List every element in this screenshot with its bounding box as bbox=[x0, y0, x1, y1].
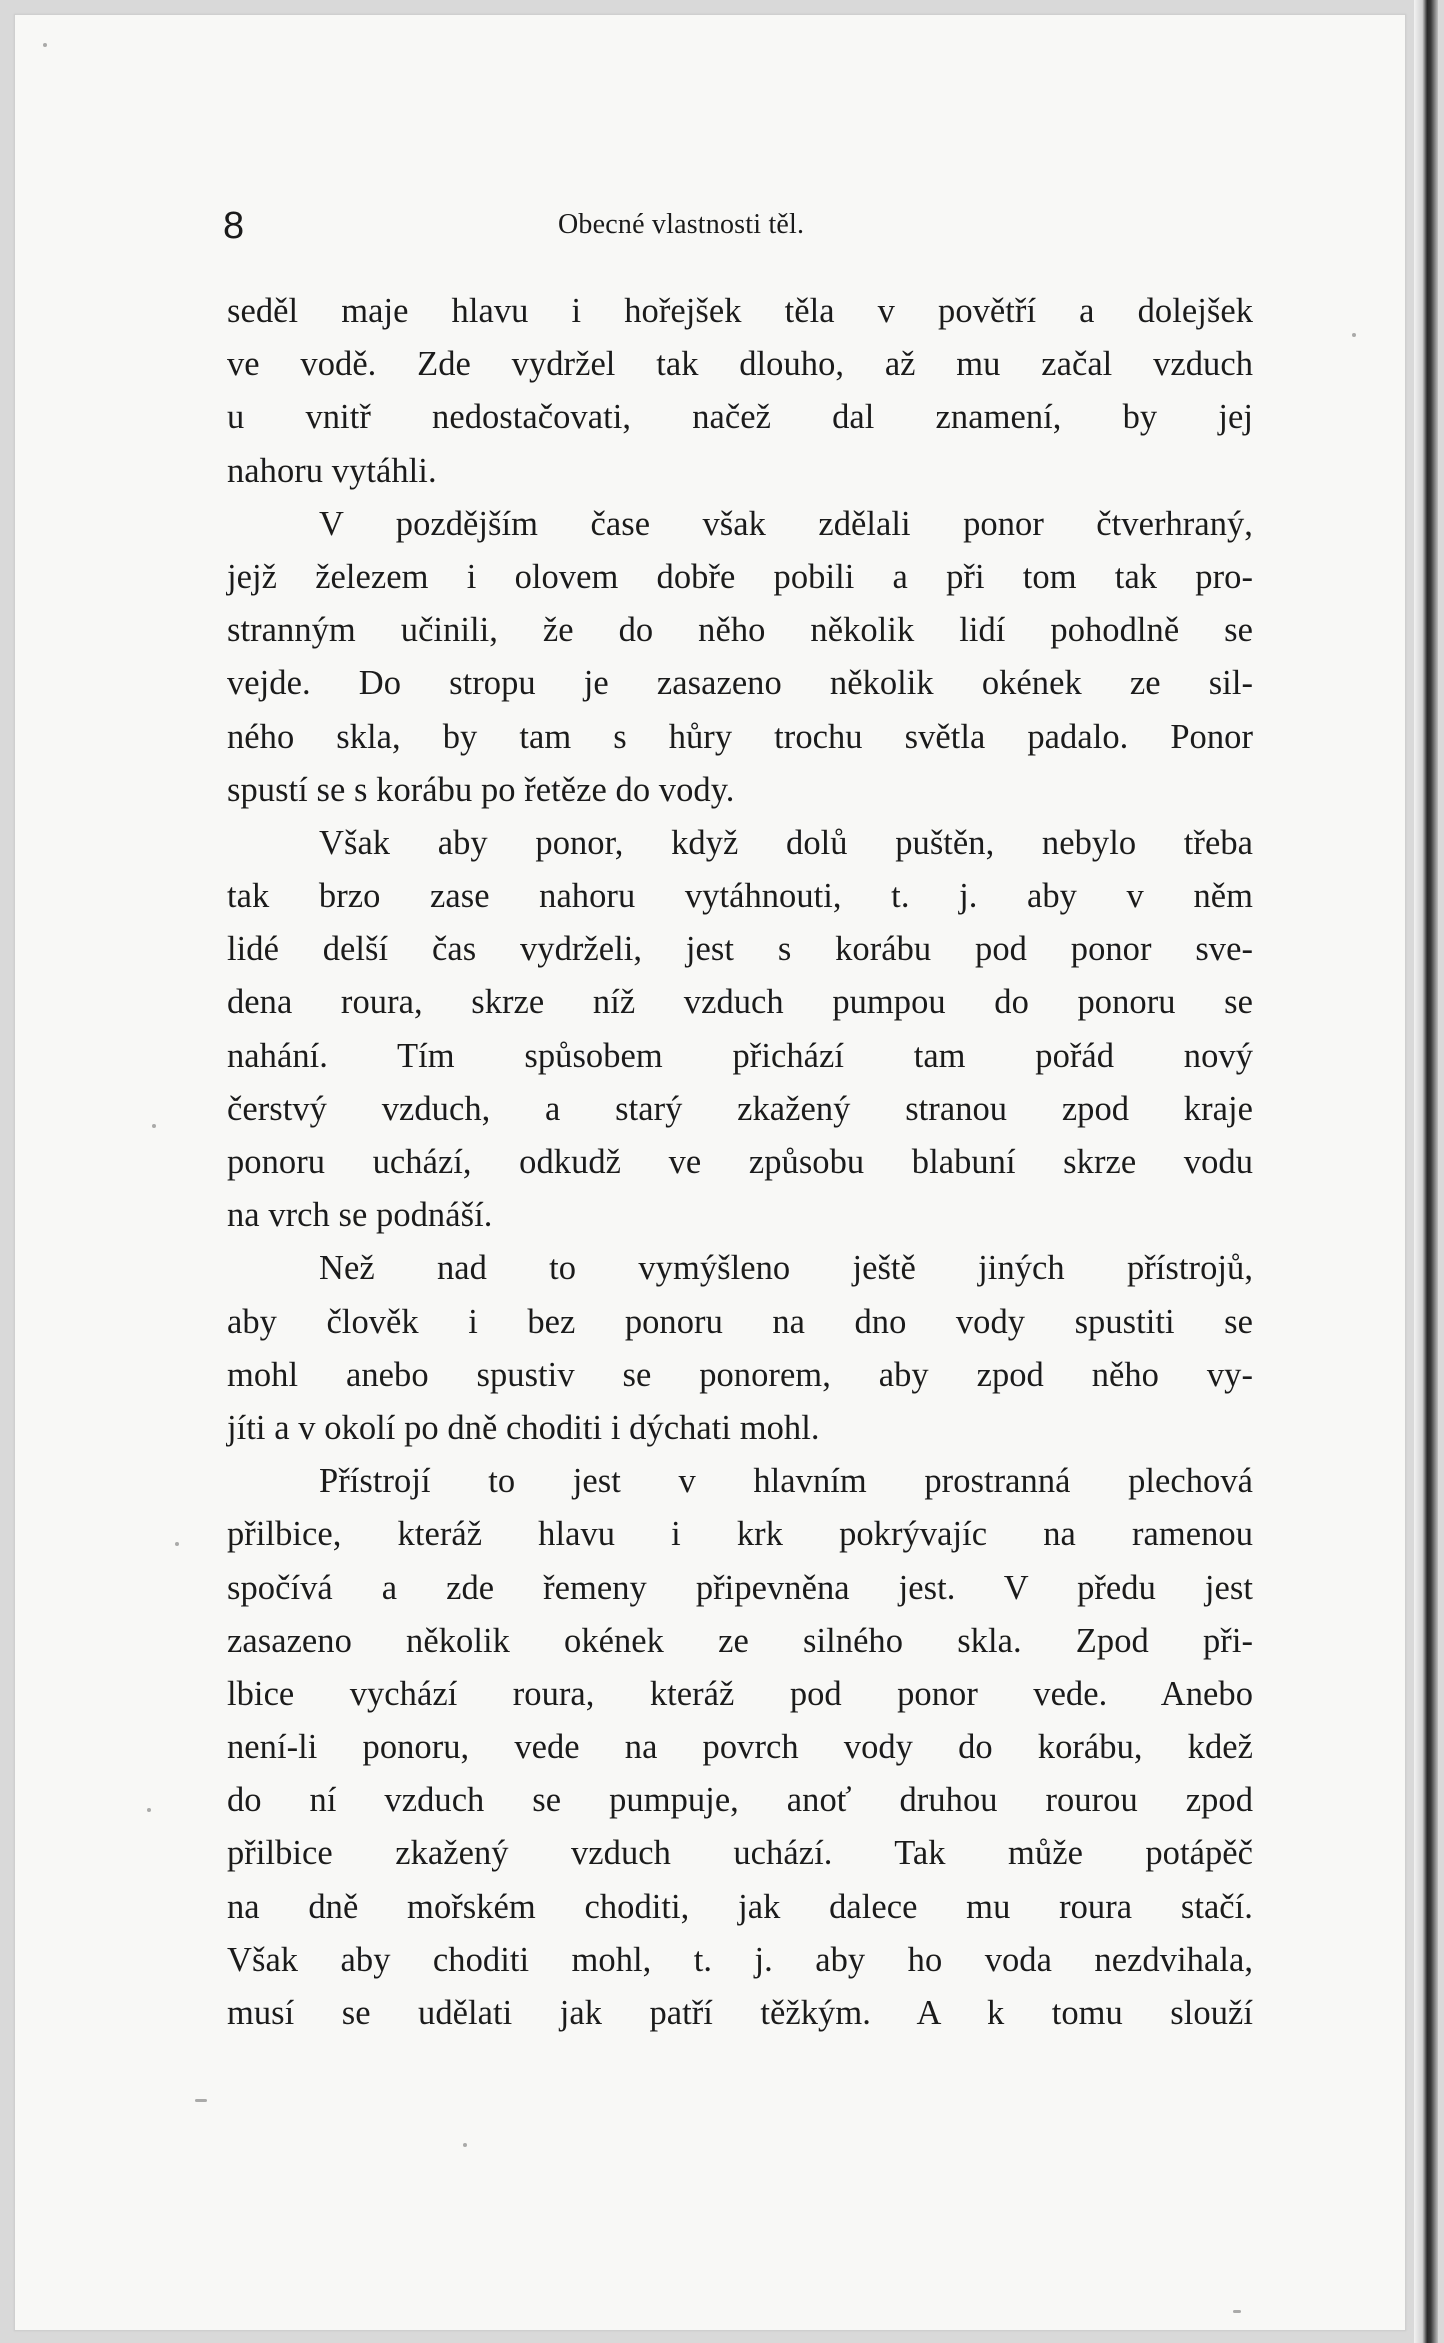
text-line: spustí se s korábu po řetěze do vody. bbox=[227, 770, 735, 809]
text-line: jíti a v okolí po dně choditi i dýchati mohl. bbox=[227, 1408, 820, 1447]
text-line: u vnitř nedostačovati, načež dal znamení, by jej bbox=[227, 398, 1253, 437]
text-line: aby člověk i bez ponoru na dno vody spustiti se bbox=[227, 1302, 1253, 1341]
binding-edge bbox=[1414, 0, 1438, 2343]
scan-speck bbox=[1352, 333, 1356, 337]
book-page bbox=[14, 14, 1406, 2331]
scan-speck bbox=[463, 2143, 467, 2147]
text-line: Přístrojí to jest v hlavním prostranná plechová bbox=[319, 1462, 1253, 1501]
scan-speck bbox=[152, 1124, 156, 1128]
scan-speck bbox=[1233, 2310, 1241, 2313]
text-line: lbice vychází roura, kteráž pod ponor vede. Anebo bbox=[227, 1674, 1253, 1713]
text-line: Však aby choditi mohl, t. j. aby ho voda nezdvihala, bbox=[227, 1940, 1253, 1979]
text-line: musí se udělati jak patří těžkým. A k tomu slouží bbox=[227, 1994, 1253, 2032]
text-line: nahání. Tím spůsobem přichází tam pořád nový bbox=[227, 1036, 1253, 1075]
text-line: ného skla, by tam s hůry trochu světla padalo. Ponor bbox=[227, 717, 1253, 756]
running-head: Obecné vlastnosti těl. bbox=[558, 209, 805, 240]
text-line: spočívá a zde řemeny připevněna jest. V předu jest bbox=[227, 1568, 1253, 1607]
text-line: přilbice, kteráž hlavu i krk pokrývajíc na ramenou bbox=[227, 1515, 1253, 1554]
text-line: do ní vzduch se pumpuje, anoť druhou rourou zpod bbox=[227, 1781, 1253, 1820]
text-line: čerstvý vzduch, a starý zkažený stranou zpod kraje bbox=[227, 1089, 1253, 1128]
text-line: Však aby ponor, když dolů puštěn, nebylo třeba bbox=[319, 823, 1253, 862]
body-text bbox=[227, 285, 1253, 2040]
text-line: seděl maje hlavu i hořejšek těla v povětří a dolejšek bbox=[227, 292, 1253, 330]
text-line: lidé delší čas vydrželi, jest s korábu pod ponor sve- bbox=[227, 930, 1253, 969]
text-line: ve vodě. Zde vydržel tak dlouho, až mu začal vzduch bbox=[227, 345, 1253, 384]
scan-speck bbox=[147, 1808, 151, 1812]
text-line: zasazeno několik okének ze silného skla. Zpod při- bbox=[227, 1621, 1253, 1660]
text-line: na dně mořském choditi, jak dalece mu roura stačí. bbox=[227, 1887, 1253, 1926]
scan-speck bbox=[43, 43, 47, 47]
text-line: ponoru uchází, odkudž ve způsobu blabuní skrze vodu bbox=[227, 1143, 1253, 1181]
text-line: není-li ponoru, vede na povrch vody do korábu, kdež bbox=[227, 1728, 1253, 1767]
scan-speck bbox=[175, 1542, 179, 1546]
text-line: na vrch se podnáší. bbox=[227, 1196, 493, 1235]
text-line: tak brzo zase nahoru vytáhnouti, t. j. aby v něm bbox=[227, 877, 1253, 916]
text-line: mohl anebo spustiv se ponorem, aby zpod něho vy- bbox=[227, 1355, 1253, 1394]
text-line: stranným učinili, že do něho několik lidí pohodlně se bbox=[227, 611, 1253, 650]
text-line: Než nad to vymýšleno ještě jiných přístrojů, bbox=[319, 1249, 1253, 1288]
scan-speck bbox=[195, 2099, 207, 2102]
text-line: přilbice zkažený vzduch uchází. Tak může potápěč bbox=[227, 1834, 1253, 1873]
text-line: jejž železem i olovem dobře pobili a při tom tak pro- bbox=[227, 557, 1253, 596]
text-line: vejde. Do stropu je zasazeno několik okének ze sil- bbox=[227, 664, 1253, 703]
page-header bbox=[223, 201, 1253, 251]
text-line: nahoru vytáhli. bbox=[227, 451, 437, 490]
text-line: V pozdějším čase však zdělali ponor čtverhraný, bbox=[319, 504, 1253, 543]
page-number: 8 bbox=[223, 205, 245, 247]
text-line: dena roura, skrze níž vzduch pumpou do ponoru se bbox=[227, 983, 1253, 1022]
